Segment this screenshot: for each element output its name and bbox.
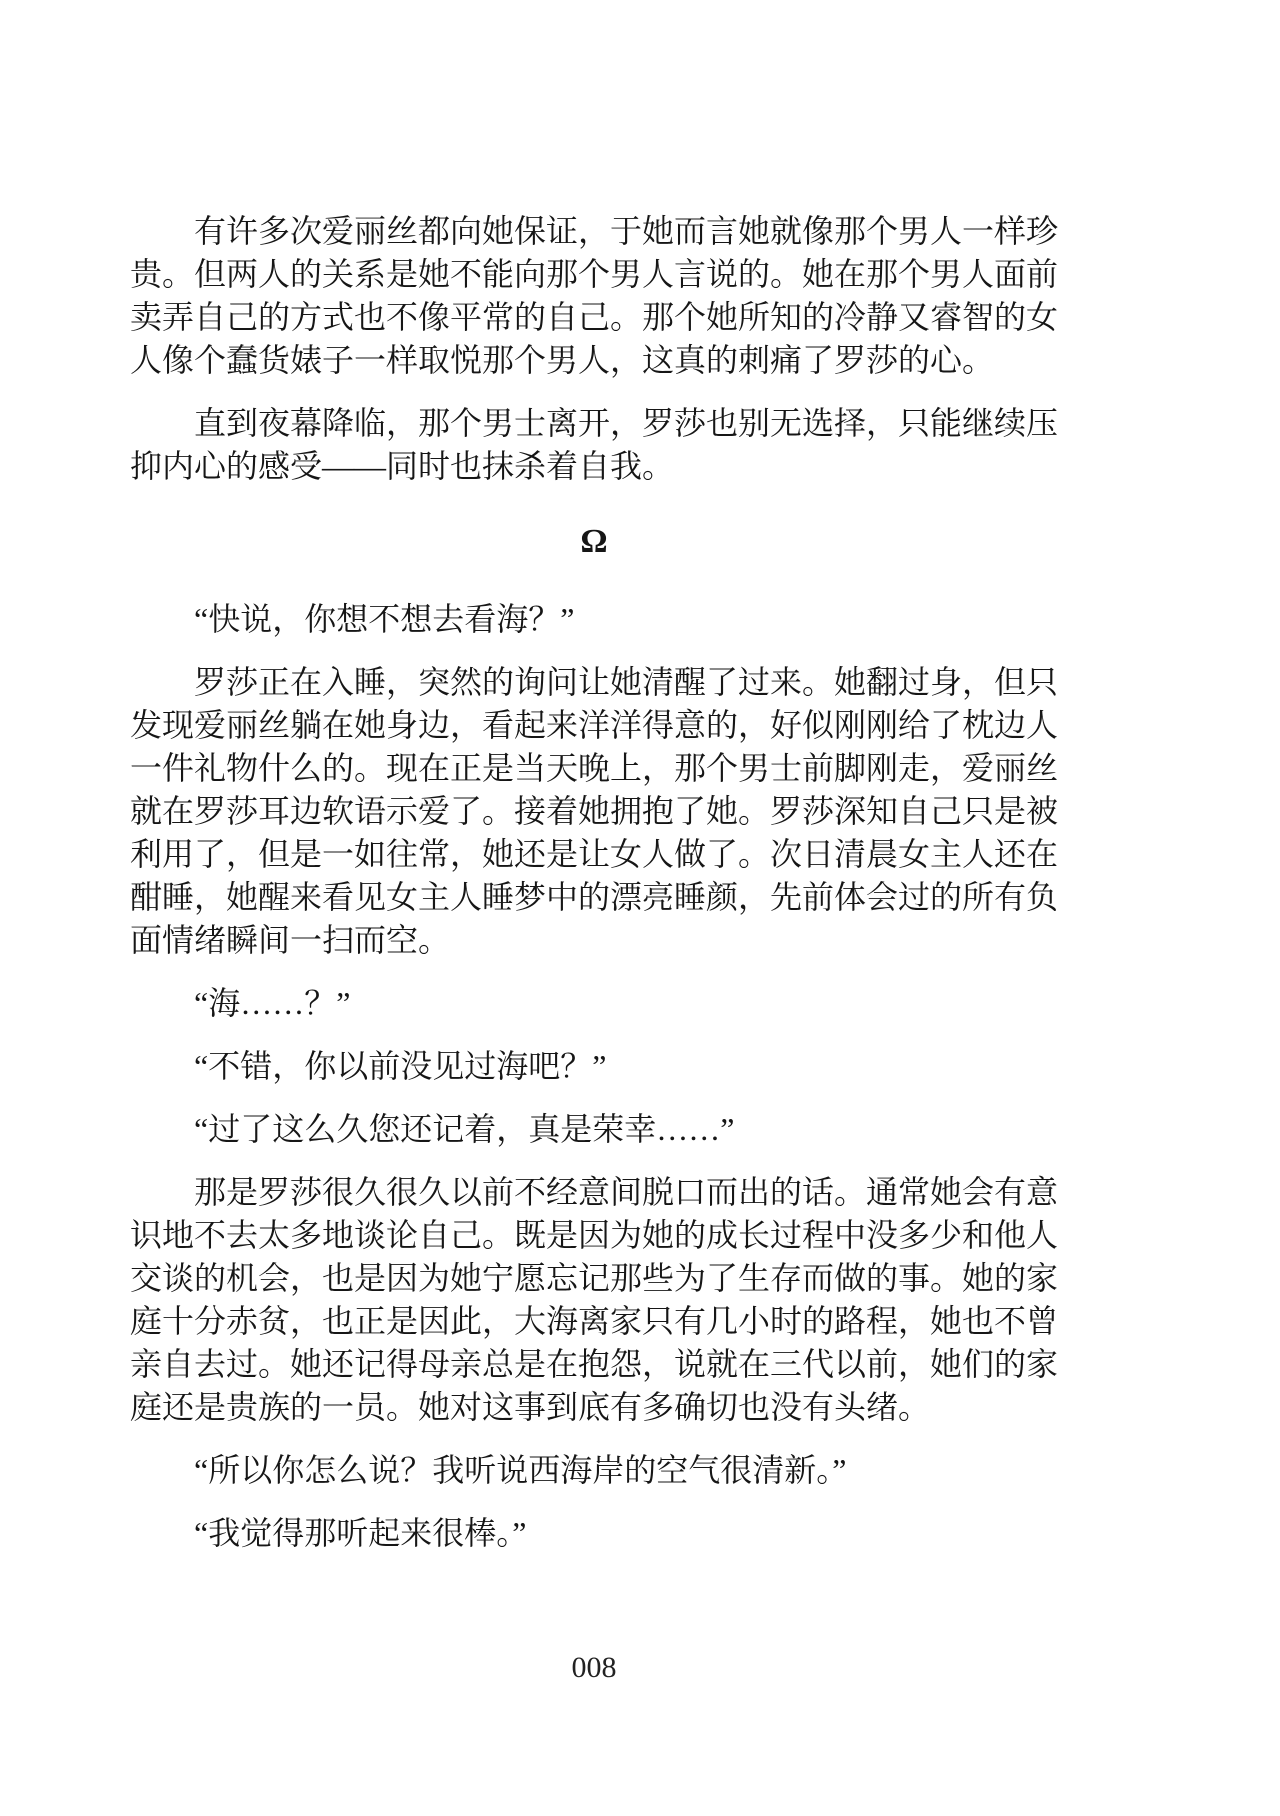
paragraph: 那是罗莎很久很久以前不经意间脱口而出的话。通常她会有意识地不去太多地谈论自己。既是因为她的成长过程中没多少和他人交谈的机会，也是因为她宁愿忘记那些为了生存而做的事。她的家庭十分赤贫，也正是因此，大海离家只有几小时的路程，她也不曾亲自去过。她还记得母亲总是在抱怨，说就在三代以前，她们的家庭还是贵族的一员。她对这事到底有多确切也没有头绪。 [130, 1174, 1059, 1425]
text-column [130, 210, 1058, 1575]
section-divider: Ω [580, 523, 608, 560]
dialogue-line: “海……？” [194, 985, 351, 1021]
dialogue-line: “过了这么久您还记着，真是荣幸……” [194, 1111, 735, 1147]
paragraph: 罗莎正在入睡，突然的询问让她清醒了过来。她翻过身，但只发现爱丽丝躺在她身边，看起来洋洋得意的，好似刚刚给了枕边人一件礼物什么的。现在正是当天晚上，那个男士前脚刚走，爱丽丝就在罗莎耳边软语示爱了。接着她拥抱了她。罗莎深知自己只是被利用了，但是一如往常，她还是让女人做了。次日清晨女主人还在酣睡，她醒来看见女主人睡梦中的漂亮睡颜，先前体会过的所有负面情绪瞬间一扫而空。 [130, 664, 1059, 958]
dialogue-line: “不错，你以前没见过海吧？” [194, 1048, 607, 1084]
paragraph: 有许多次爱丽丝都向她保证，于她而言她就像那个男人一样珍贵。但两人的关系是她不能向那个男人言说的。她在那个男人面前卖弄自己的方式也不像平常的自己。那个她所知的冷静又睿智的女人像个蠢货婊子一样取悦那个男人，这真的刺痛了罗莎的心。 [130, 213, 1059, 378]
dialogue-line: “我觉得那听起来很棒。” [194, 1515, 527, 1551]
paragraph: 直到夜幕降临，那个男士离开，罗莎也别无选择，只能继续压抑内心的感受——同时也抹杀着自我。 [130, 405, 1059, 484]
dialogue-line: “快说，你想不想去看海？” [194, 601, 575, 637]
page-number: 008 [571, 1651, 617, 1684]
dialogue-line: “所以你怎么说？我听说西海岸的空气很清新。” [194, 1452, 847, 1488]
